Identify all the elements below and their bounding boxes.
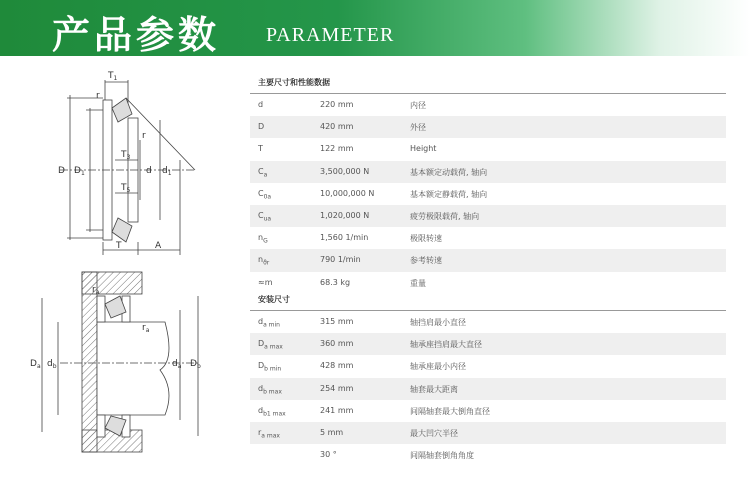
label-T5: $T_5$ (121, 183, 131, 194)
spec-description: 轴承座挡肩最大直径 (410, 340, 482, 350)
header-banner (0, 0, 750, 56)
spec-symbol: $C_{ua}$ (258, 210, 272, 223)
label-D1: $D_1$ (74, 166, 85, 177)
banner-title-cn: 产品参数 (52, 13, 221, 57)
spec-row (250, 183, 726, 205)
label-D: D (58, 166, 65, 176)
spec-row (250, 422, 726, 444)
main-section-title: 主要尺寸和性能数据 (258, 78, 330, 87)
spec-description: 外径 (410, 123, 426, 133)
label-T1: $T_1$ (108, 71, 118, 82)
spec-symbol: $d_{a min}$ (258, 317, 280, 329)
label-d: d (146, 166, 152, 176)
spec-row (250, 444, 726, 466)
spec-symbol: $C_a$ (258, 166, 268, 179)
spec-value: 1,020,000 N (320, 210, 370, 220)
spec-description: 间隔轴套最大倒角直径 (410, 406, 490, 416)
spec-row (250, 249, 726, 271)
banner-title-en: PARAMETER (266, 24, 395, 46)
label-A: A (155, 241, 162, 251)
main-spec-table (250, 94, 726, 294)
spec-row (250, 161, 726, 183)
label-db: $d_b$ (47, 359, 57, 370)
spec-value: 220 mm (320, 100, 354, 109)
spec-row (250, 116, 726, 138)
spec-symbol: d (258, 100, 264, 109)
spec-description: 间隔轴套倒角角度 (410, 451, 474, 461)
label-Da: $D_a$ (30, 359, 41, 370)
spec-description: 内径 (410, 101, 426, 110)
spec-symbol: $n_G$ (258, 233, 268, 245)
spec-value: 68.3 kg (320, 277, 351, 287)
install-spec-table (250, 311, 726, 466)
spec-value: 254 mm (320, 383, 354, 393)
spec-symbol: $D_{a max}$ (258, 339, 283, 351)
spec-row (250, 94, 726, 116)
spec-value: 420 mm (320, 122, 354, 132)
spec-row (250, 378, 726, 400)
spec-row (250, 205, 726, 227)
install-section-title: 安装尺寸 (258, 295, 290, 304)
label-Db: $D_b$ (190, 359, 201, 370)
label-T: T (116, 241, 122, 251)
spec-symbol: $C_{0a}$ (258, 188, 272, 201)
spec-value: 3,500,000 N (320, 166, 370, 176)
spec-symbol: $r_{a max}$ (258, 427, 280, 440)
label-da: $d_a$ (172, 359, 182, 370)
spec-description: 基本额定静载荷, 轴向 (410, 189, 488, 199)
label-ra-top: $r_a$ (92, 285, 100, 296)
spec-value: 428 mm (320, 361, 354, 371)
spec-symbol: $d_{b max}$ (258, 383, 282, 396)
spec-description: 基本额定动载荷, 轴向 (410, 167, 488, 177)
bearing-diagrams (0, 60, 245, 489)
spec-row (250, 311, 726, 333)
spec-value: 315 mm (320, 317, 354, 326)
spec-description: 极限转速 (410, 234, 442, 244)
label-d1: $d_1$ (162, 166, 172, 177)
spec-symbol: D (258, 122, 265, 132)
label-r-right: r (142, 131, 146, 141)
spec-description: Height (410, 144, 437, 154)
spec-value: 5 mm (320, 427, 344, 437)
spec-symbol: $n_{ϑr}$ (258, 255, 270, 267)
spec-value: 30 ° (320, 450, 337, 460)
label-T3: $T_3$ (121, 150, 131, 161)
spec-value: 241 mm (320, 405, 354, 415)
spec-description: 轴挡肩最小直径 (410, 318, 466, 327)
spec-row (250, 272, 726, 294)
spec-symbol: $d_{b1 max}$ (258, 405, 286, 418)
label-ra-right: $r_a$ (142, 323, 150, 334)
spec-row (250, 227, 726, 249)
spec-symbol: T (258, 144, 263, 154)
spec-symbol: ≈m (258, 277, 273, 287)
spec-description: 最大凹穴半径 (410, 428, 458, 438)
spec-description: 轴承座最小内径 (410, 362, 466, 372)
spec-description: 参考转速 (410, 256, 442, 266)
spec-row (250, 355, 726, 377)
spec-value: 122 mm (320, 144, 354, 154)
spec-description: 重量 (410, 278, 426, 288)
spec-row (250, 333, 726, 355)
spec-description: 轴套最大距离 (410, 384, 458, 394)
spec-symbol: $D_{b min}$ (258, 361, 282, 373)
spec-value: 360 mm (320, 339, 354, 349)
spec-description: 疲劳极限载荷, 轴向 (410, 211, 480, 221)
spec-value: 10,000,000 N (320, 188, 375, 198)
spec-value: 790 1/min (320, 255, 361, 265)
spec-row (250, 138, 726, 160)
spec-value: 1,560 1/min (320, 233, 369, 243)
spec-row (250, 400, 726, 422)
label-r-top: r (96, 91, 100, 101)
